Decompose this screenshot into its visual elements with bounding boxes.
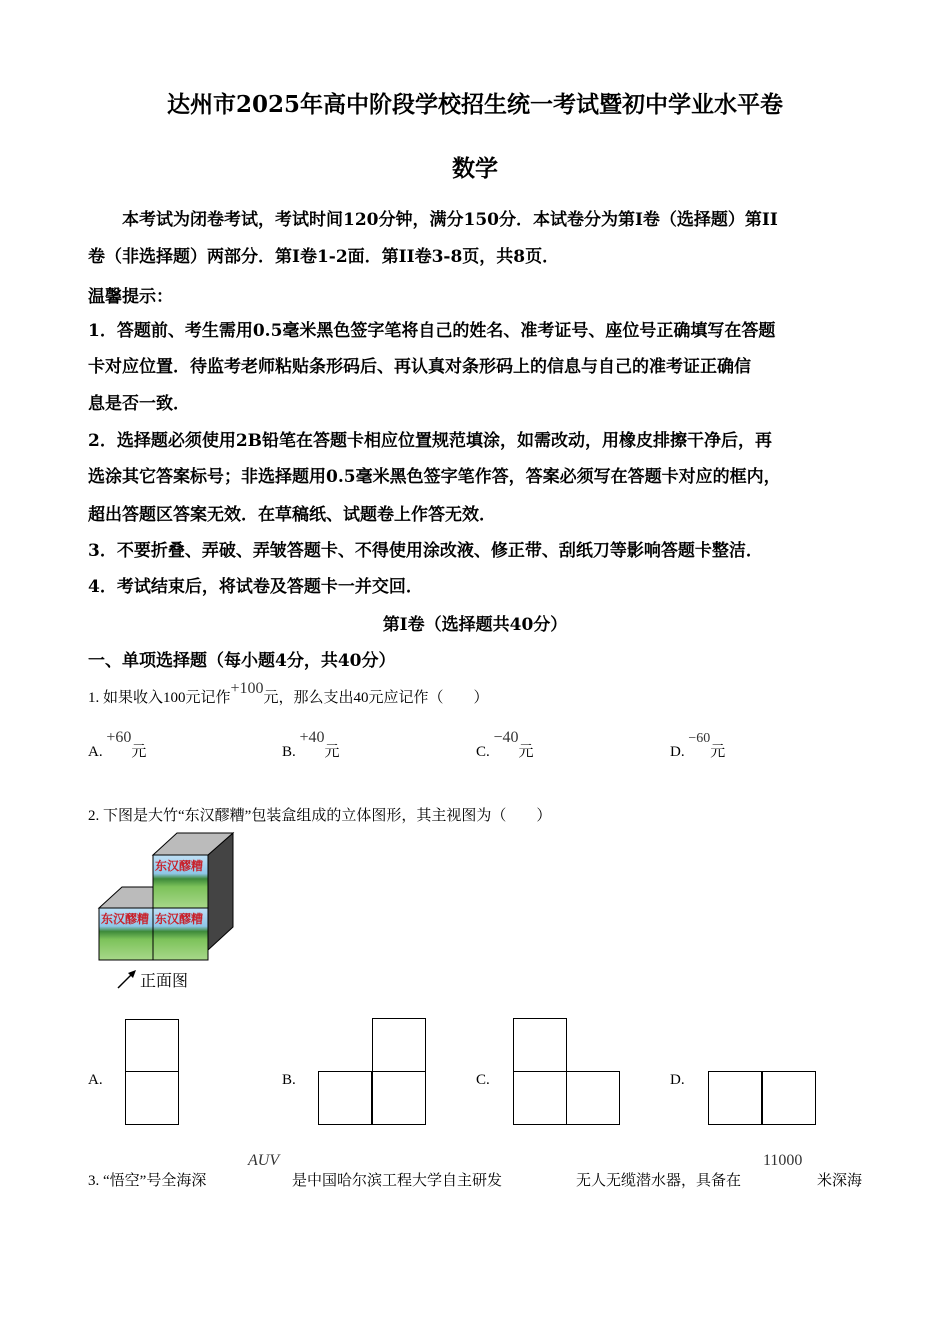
arrow-icon (116, 968, 138, 990)
exam-title: 达州市2025年高中阶段学校招生统一考试暨初中学业水平卷 (166, 91, 783, 118)
option-letter: C. (476, 744, 490, 760)
square (125, 1019, 179, 1073)
q1-option-a[interactable] (88, 729, 147, 761)
q2-option-d-label[interactable]: D. (670, 1072, 685, 1088)
square (762, 1071, 816, 1125)
option-unit: 元 (710, 744, 726, 760)
q1-option-d[interactable] (670, 731, 726, 761)
q3-math-depth: 11000 (763, 1152, 803, 1169)
q3-math-auv: AUV (248, 1152, 280, 1169)
q3-text: 3. “悟空”号全海深 (88, 1173, 207, 1189)
tip-line: 超出答题区答案无效．在草稿纸、试题卷上作答无效． (88, 505, 496, 525)
intro-line: 卷（非选择题）两部分．第I卷1-2面．第II卷3-8页，共8页． (88, 247, 560, 267)
option-letter: D. (670, 744, 685, 760)
option-letter: B. (282, 744, 296, 760)
square (318, 1071, 372, 1125)
q1-option-b[interactable] (282, 729, 340, 761)
part1-heading: 第I卷（选择题共40分） (382, 615, 568, 635)
tip-line: 卡对应位置．待监考老师粘贴条形码后、再认真对条形码上的信息与自己的准考证正确信 (88, 357, 751, 377)
tip-line: 4．考试结束后，将试卷及答题卡一并交回． (88, 577, 423, 597)
q1-text: 1. 如果收入100元记作 (88, 690, 231, 706)
question-1 (88, 680, 489, 707)
question-3 (88, 1169, 206, 1190)
box-label: 东汉醪糟 (155, 912, 204, 926)
square (372, 1071, 426, 1125)
option-math: −40 (493, 729, 519, 746)
q3-text-end: 米深海 (817, 1173, 863, 1189)
box-stack-figure (95, 830, 245, 965)
tip-line: 1．答题前、考生需用0.5毫米黑色签字笔将自己的姓名、准考证号、座位号正确填写在答题 (88, 321, 776, 341)
option-math: +40 (299, 729, 325, 746)
q1-text-end: 元，那么支出40元应记作（ ） (263, 690, 489, 706)
tip-line: 选涂其它答案标号；非选择题用0.5毫米黑色签字笔作答，答案必须写在答题卡对应的框内， (88, 467, 781, 487)
square (513, 1018, 567, 1072)
square (125, 1071, 179, 1125)
square (708, 1071, 762, 1125)
front-view-label: 正面图 (140, 973, 189, 990)
tip-line: 3．不要折叠、弄破、弄皱答题卡、不得使用涂改液、修正带、刮纸刀等影响答题卡整洁． (88, 541, 763, 561)
option-letter: A. (88, 744, 103, 760)
q2-option-b-label[interactable]: B. (282, 1072, 296, 1088)
box-label: 东汉醪糟 (155, 859, 204, 873)
q2-option-c-label[interactable]: C. (476, 1072, 490, 1088)
subject-title: 数学 (452, 155, 498, 182)
intro-line: 本考试为闭卷考试，考试时间120分钟，满分150分．本试卷分为第I卷（选择题）第II (122, 210, 778, 230)
option-unit: 元 (324, 744, 340, 760)
question-2: 2. 下图是大竹“东汉醪糟”包装盒组成的立体图形，其主视图为（ ） (88, 808, 552, 824)
q3-text: 是中国哈尔滨工程大学自主研发 (292, 1173, 503, 1189)
option-math: +60 (106, 729, 132, 746)
q3-text: 无人无缆潜水器，具备在 (576, 1173, 742, 1189)
q1-math: +100 (230, 680, 264, 697)
option-unit: 元 (131, 744, 147, 760)
option-unit: 元 (518, 744, 534, 760)
square (372, 1018, 426, 1072)
tip-line: 2．选择题必须使用2B铅笔在答题卡相应位置规范填涂，如需改动，用橡皮排擦干净后，再 (88, 431, 773, 451)
square (513, 1071, 567, 1125)
tip-line: 息是否一致． (88, 394, 190, 414)
option-math: −60 (688, 731, 711, 746)
section1-heading: 一、单项选择题（每小题4分，共40分） (88, 651, 396, 671)
square (566, 1071, 620, 1125)
q2-option-a-label[interactable]: A. (88, 1072, 103, 1088)
box-label: 东汉醪糟 (101, 912, 150, 926)
q1-option-c[interactable] (476, 729, 534, 761)
tips-heading: 温馨提示： (88, 287, 173, 307)
